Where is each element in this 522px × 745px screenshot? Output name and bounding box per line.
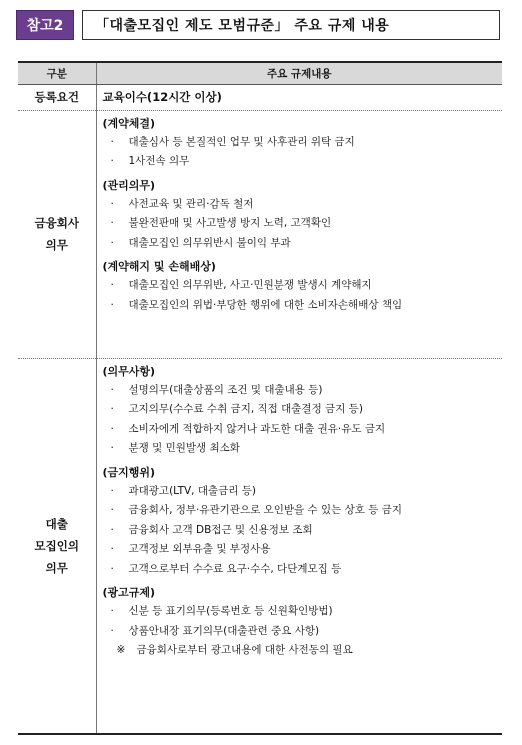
reference-badge: 참고2 — [16, 10, 74, 40]
bullet-icon: · — [110, 523, 114, 536]
item-text: 고객으로부터 수수료 요구·수수, 다단계모집 등 — [128, 562, 342, 575]
row-label-financial-duty — [18, 110, 96, 358]
col-header-content: 주요 규제내용 — [96, 62, 502, 84]
col-header-category: 구분 — [18, 62, 96, 84]
note-text: 금융회사로부터 광고내용에 대한 사전동의 필요 — [136, 644, 353, 656]
label-line: 모집인의 — [34, 538, 79, 553]
bullet-icon: · — [110, 543, 114, 555]
bullet-icon: · — [110, 383, 114, 396]
regulation-table — [18, 61, 502, 735]
label-line: 대출 — [45, 516, 68, 531]
list-item — [103, 133, 497, 153]
bullet-icon: · — [110, 298, 114, 311]
bullet-icon: · — [110, 442, 114, 454]
table-row-agent-duty — [18, 358, 502, 734]
list-item — [103, 482, 497, 502]
list-item — [103, 276, 497, 296]
bullet-icon: · — [110, 135, 114, 148]
list-item — [103, 540, 497, 560]
registration-content: 교육이수(12시간 이상) — [96, 84, 502, 110]
list-item — [103, 381, 497, 401]
section-title: (관리의무) — [102, 178, 156, 192]
list-item — [103, 152, 497, 172]
row-label-registration: 등록요건 — [18, 84, 96, 110]
bullet-icon: · — [110, 422, 114, 435]
label-line: 의무 — [45, 238, 68, 252]
bullet-icon: · — [110, 403, 114, 415]
item-text: 고객정보 외부유출 및 부정사용 — [128, 543, 271, 555]
list-item — [103, 420, 497, 440]
item-text: 대출모집인 의무위반, 사고·민원분쟁 발생시 계약해지 — [128, 279, 372, 291]
bullet-icon: · — [110, 562, 114, 575]
item-text: 금융회사, 정부·유관기관으로 오인받을 수 있는 상호 등 금지 — [128, 504, 402, 516]
list-item — [103, 234, 497, 254]
list-item — [103, 501, 497, 521]
list-item — [103, 400, 497, 420]
item-text: 대출심사 등 본질적인 업무 및 사후관리 위탁 금지 — [128, 135, 355, 148]
table-header-row — [18, 62, 502, 84]
list-item — [103, 602, 497, 622]
item-text: 불완전판매 및 사고발생 방지 노력, 고객확인 — [128, 217, 332, 229]
item-text: 금융회사 고객 DB접근 및 신용정보 조회 — [128, 523, 313, 536]
item-text: 사전교육 및 관리·감독 철저 — [128, 197, 254, 210]
bullet-icon: · — [110, 484, 114, 497]
item-text: 1사전속 의무 — [128, 155, 190, 167]
list-item — [103, 296, 497, 316]
note-item — [103, 641, 497, 661]
list-item — [103, 439, 497, 459]
table-row-financial-duty — [18, 110, 502, 358]
note-mark-icon: ※ — [116, 644, 126, 656]
list-item — [103, 195, 497, 215]
item-text: 상품안내장 표기의무(대출관련 중요 사항) — [128, 624, 320, 637]
section-title: (계약체결) — [102, 116, 156, 130]
section-title: (광고규제) — [102, 586, 156, 599]
section-title: (계약해지 및 손해배상) — [102, 260, 216, 273]
list-item — [103, 214, 497, 234]
agent-duty-content — [96, 358, 502, 734]
row-label-agent-duty — [18, 358, 96, 734]
bullet-icon: · — [110, 236, 114, 249]
section-title: (의무사항) — [102, 364, 156, 378]
bullet-icon: · — [110, 197, 114, 210]
bullet-icon: · — [110, 155, 114, 167]
item-text: 고지의무(수수료 수취 금지, 직접 대출결정 금지 등) — [128, 403, 363, 415]
bullet-icon: · — [110, 217, 114, 229]
item-text: 과대광고(LTV, 대출금리 등) — [128, 484, 256, 497]
bullet-icon: · — [110, 279, 114, 291]
label-line: 금융회사 — [34, 216, 79, 230]
bullet-icon: · — [110, 624, 114, 637]
list-item — [103, 521, 497, 541]
item-text: 분쟁 및 민원발생 최소화 — [128, 442, 240, 454]
list-item — [103, 560, 497, 580]
item-text: 대출모집인 의무위반시 불이익 부과 — [128, 236, 291, 249]
item-text: 설명의무(대출상품의 조건 및 대출내용 등) — [128, 383, 323, 396]
section-title: (금지행위) — [102, 465, 156, 479]
list-item — [103, 622, 497, 642]
bullet-icon: · — [110, 504, 114, 516]
item-text: 소비자에게 적합하지 않거나 과도한 대출 권유·유도 금지 — [128, 422, 386, 435]
bullet-icon: · — [110, 605, 114, 617]
document-title: 「대출모집인 제도 모범규준」 주요 규제 내용 — [82, 10, 500, 40]
table-row-registration — [18, 84, 502, 110]
item-text: 신분 등 표기의무(등록번호 등 신원확인방법) — [128, 605, 333, 617]
label-line: 의무 — [45, 560, 68, 575]
header — [16, 10, 500, 40]
item-text: 대출모집인의 위법·부당한 행위에 대한 소비자손해배상 책임 — [128, 298, 403, 311]
financial-duty-content — [96, 110, 502, 358]
